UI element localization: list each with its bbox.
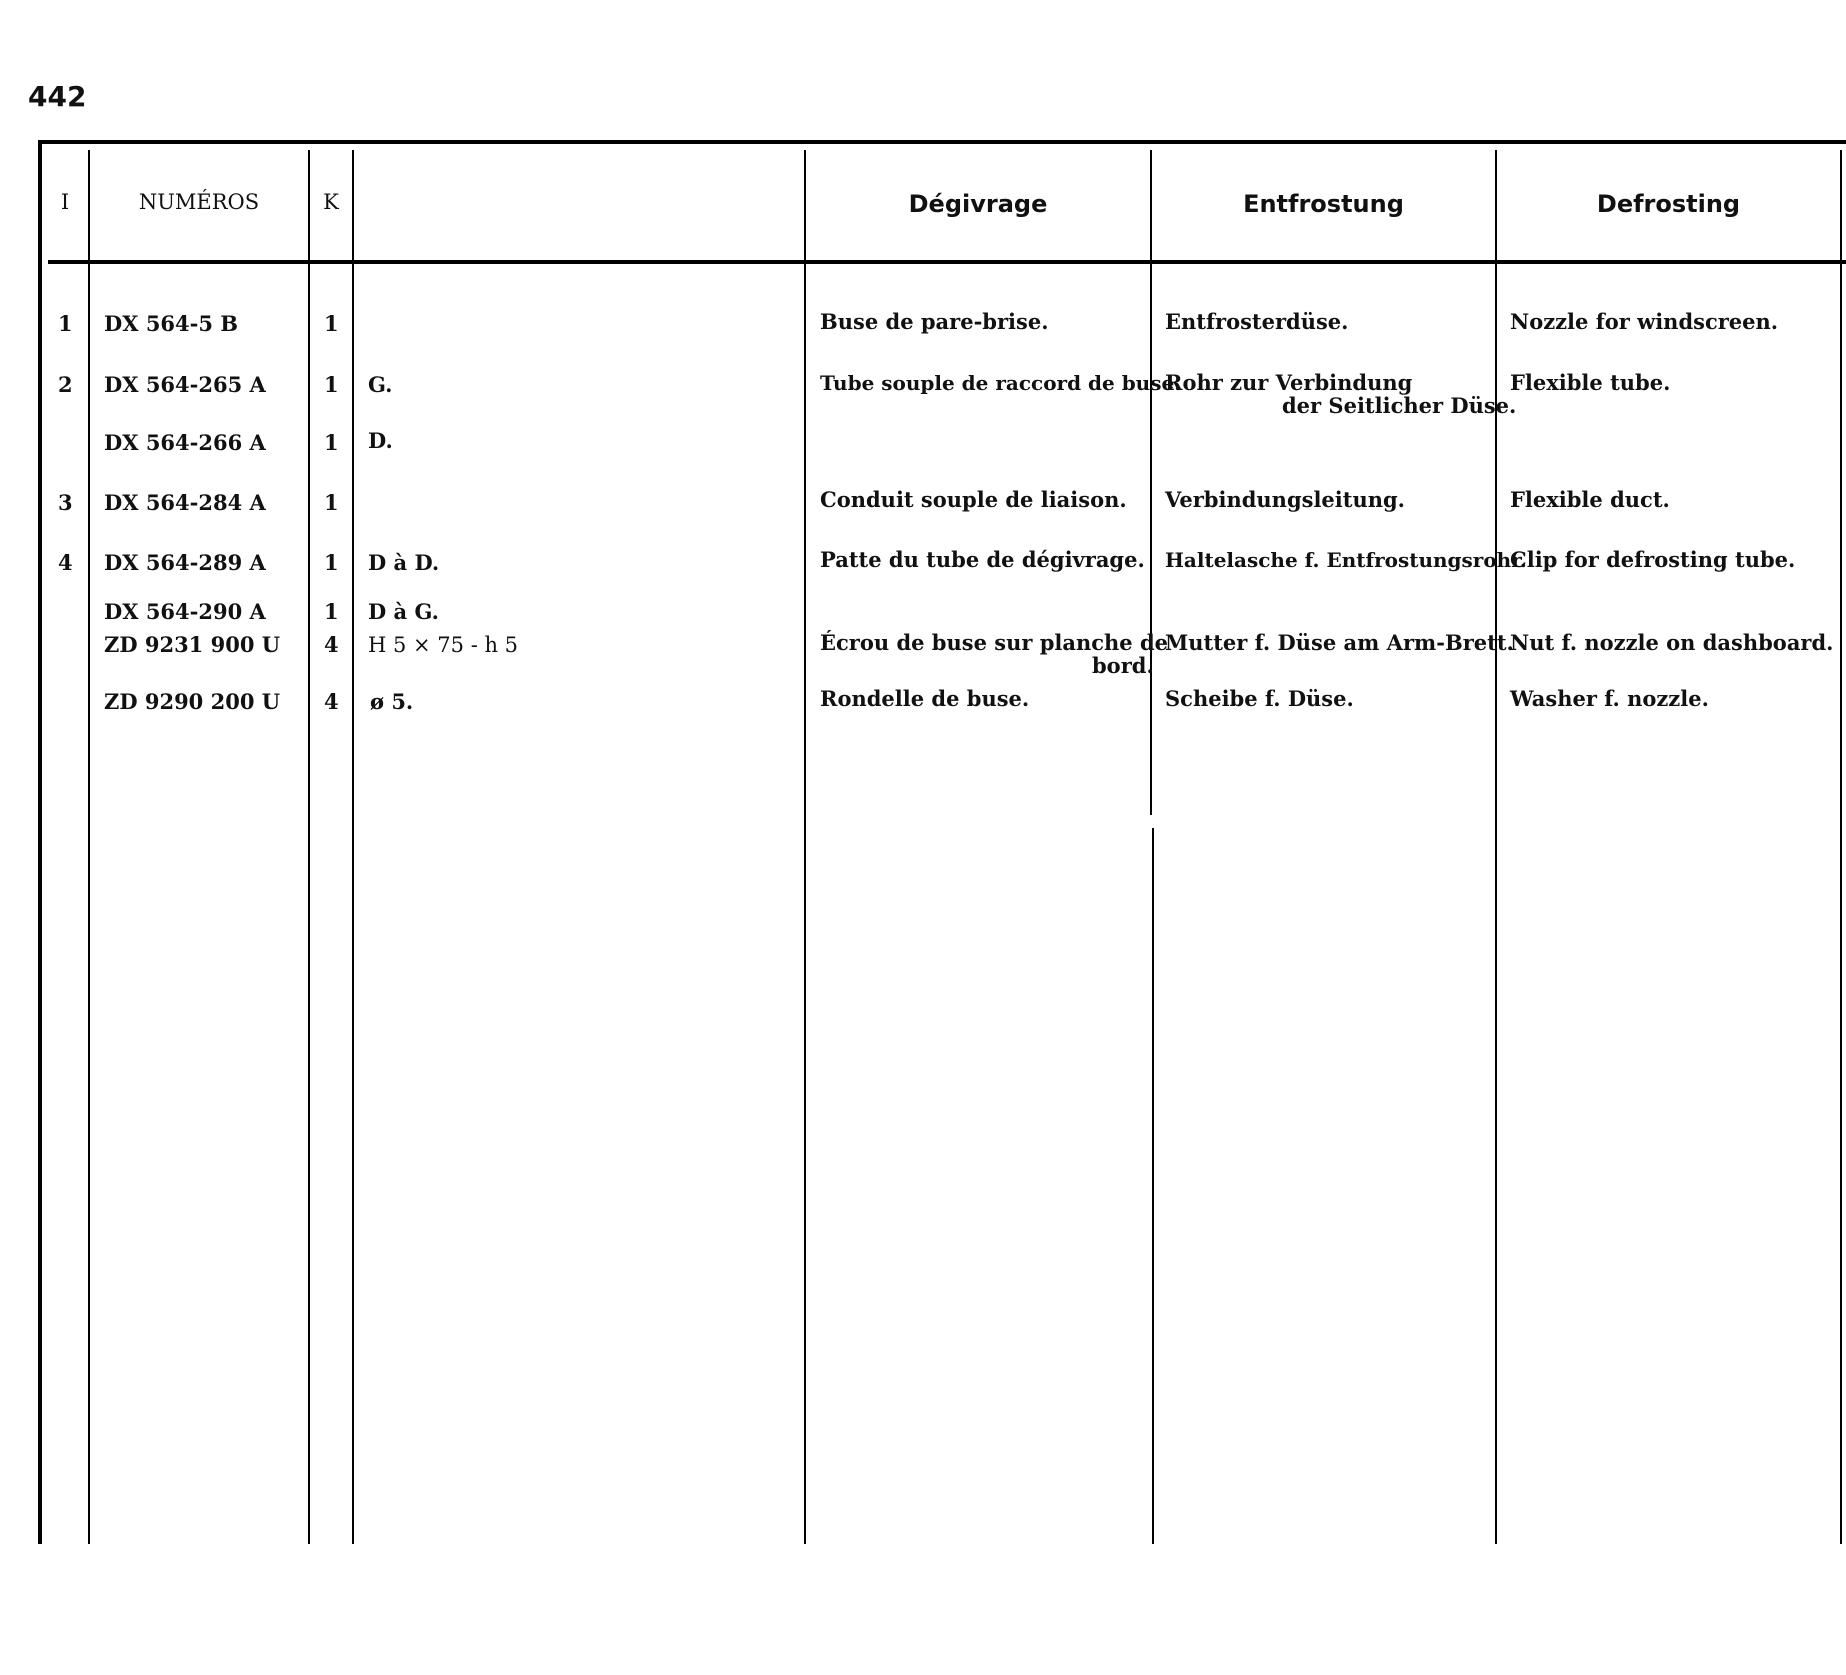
desc-english: Flexible tube. bbox=[1510, 370, 1671, 395]
header-qty: K bbox=[323, 190, 339, 214]
quantity: 1 bbox=[324, 550, 339, 575]
part-number: ZD 9231 900 U bbox=[104, 632, 281, 657]
column-divider bbox=[804, 150, 806, 1544]
desc-german: Scheibe f. Düse. bbox=[1165, 686, 1354, 711]
quantity: 1 bbox=[324, 490, 339, 515]
column-divider bbox=[38, 144, 42, 1544]
quantity: 4 bbox=[324, 632, 339, 657]
column-divider bbox=[308, 150, 310, 1544]
remark: H 5 × 75 - h 5 bbox=[368, 633, 519, 657]
row-index: 4 bbox=[58, 550, 73, 575]
quantity: 1 bbox=[324, 372, 339, 397]
desc-german: Haltelasche f. Entfrostungsrohr. bbox=[1165, 548, 1527, 572]
desc-english: Washer f. nozzle. bbox=[1510, 686, 1709, 711]
quantity: 1 bbox=[324, 311, 339, 336]
desc-french: Patte du tube de dégivrage. bbox=[820, 547, 1145, 572]
part-number: DX 564-289 A bbox=[104, 550, 266, 575]
header-index: I bbox=[60, 190, 70, 214]
header-french: Dégivrage bbox=[908, 190, 1048, 218]
desc-english: Flexible duct. bbox=[1510, 487, 1670, 512]
header-numbers: NUMÉROS bbox=[138, 190, 260, 214]
desc-french: Rondelle de buse. bbox=[820, 686, 1030, 711]
column-divider bbox=[88, 150, 90, 1544]
part-number: DX 564-266 A bbox=[104, 430, 266, 455]
desc-german: Mutter f. Düse am Arm-Brett. bbox=[1165, 630, 1514, 655]
page-number: 442 bbox=[28, 80, 87, 113]
column-divider bbox=[1150, 150, 1152, 815]
part-number: ZD 9290 200 U bbox=[104, 689, 281, 714]
row-index: 1 bbox=[58, 311, 73, 336]
desc-french: Conduit souple de liaison. bbox=[820, 487, 1127, 512]
desc-french: Écrou de buse sur planche de bbox=[820, 630, 1169, 655]
remark: D. bbox=[368, 428, 393, 453]
header-german: Entfrostung bbox=[1243, 190, 1404, 218]
header-rule bbox=[48, 260, 1846, 264]
desc-german: Rohr zur Verbindung bbox=[1165, 370, 1413, 395]
part-number: DX 564-284 A bbox=[104, 490, 266, 515]
desc-english: Nozzle for windscreen. bbox=[1510, 309, 1779, 334]
desc-english: Clip for defrosting tube. bbox=[1510, 547, 1796, 572]
header-english: Defrosting bbox=[1596, 190, 1741, 218]
desc-french: Buse de pare-brise. bbox=[820, 309, 1049, 334]
remark: D à G. bbox=[368, 599, 439, 624]
desc-german-cont: der Seitlicher Düse. bbox=[1282, 393, 1517, 418]
desc-french-cont: bord. bbox=[1092, 653, 1154, 678]
column-divider bbox=[1840, 150, 1842, 1544]
quantity: 1 bbox=[324, 430, 339, 455]
part-number: DX 564-265 A bbox=[104, 372, 266, 397]
desc-english: Nut f. nozzle on dashboard. bbox=[1510, 630, 1834, 655]
quantity: 1 bbox=[324, 599, 339, 624]
part-number: DX 564-290 A bbox=[104, 599, 266, 624]
column-divider bbox=[1495, 150, 1497, 1544]
remark: D à D. bbox=[368, 550, 440, 575]
remark: ø 5. bbox=[370, 689, 414, 714]
top-rule bbox=[38, 140, 1846, 144]
column-divider bbox=[1152, 828, 1154, 1544]
part-number: DX 564-5 B bbox=[104, 311, 239, 336]
remark: G. bbox=[368, 372, 393, 397]
column-divider bbox=[352, 150, 354, 1544]
desc-german: Entfrosterdüse. bbox=[1165, 309, 1349, 334]
row-index: 2 bbox=[58, 372, 73, 397]
desc-german: Verbindungsleitung. bbox=[1165, 487, 1405, 512]
quantity: 4 bbox=[324, 689, 339, 714]
desc-french: Tube souple de raccord de buse. bbox=[820, 371, 1182, 395]
row-index: 3 bbox=[58, 490, 73, 515]
